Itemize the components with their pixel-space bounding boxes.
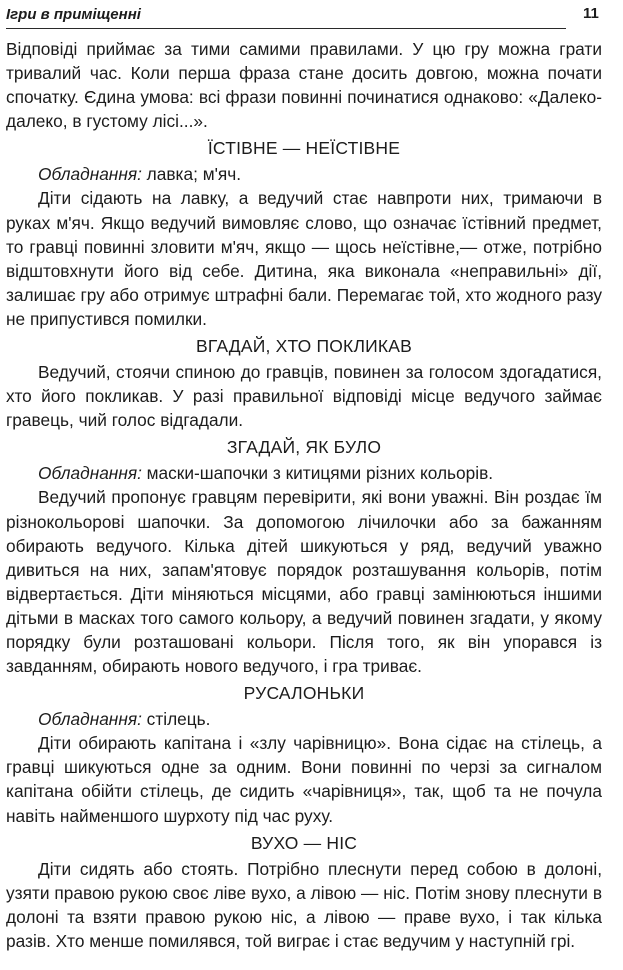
intro-paragraph: Відповіді приймає за тими самими правилами. У цю гру можна грати тривалий час. Коли перша фраза стане досить довгою, можна почати спочатку. Єдина умова: всі фрази повинні починатися однаково: «Далеко-далеко, в густому лісі...». <box>6 39 602 132</box>
section-title: ЇСТІВНЕ — НЕЇСТІВНЕ <box>207 138 401 159</box>
equipment-label: Обладнання: <box>38 463 142 484</box>
section-title: ВГАДАЙ, ХТО ПОКЛИКАВ <box>195 336 413 357</box>
section-title: РУСАЛОНЬКИ <box>243 683 365 704</box>
body-text <box>6 37 602 953</box>
equipment-line <box>6 461 602 485</box>
equipment-line <box>6 162 602 186</box>
equipment-text: стілець. <box>141 709 211 730</box>
running-header <box>6 4 566 29</box>
section-title: ВУХО — НІС <box>250 832 358 853</box>
section-paragraph: Діти сидять або стоять. Потрібно плеснути перед собою в долоні, узяти правою рукою своє ліве вухо, а лівою — ніс. Потім знову плеснути в долоні та взяти правою рукою ніс, а лівою — праве вухо, і так кілька разів. Хто менше помилявся, той виграє і стає ведучим у наступній грі. <box>6 858 602 951</box>
equipment-line <box>6 707 602 731</box>
section-paragraph: Діти сідають на лавку, а ведучий стає навпроти них, тримаючи в руках м'яч. Якщо ведучий вимовляє слово, що означає їстівний предмет, то гравці повинні зловити м'яч, якщо — щось неїстівне,— отже, потрібно відштовхнути його від себе. Дитина, яка виконала «неправильні» дії, залишає гру або отримує штрафні бали. Перемагає той, хто жодного разу не припустився помилки. <box>6 188 602 329</box>
page-number: 11 <box>583 5 599 22</box>
section-paragraph: Діти обирають капітана і «злу чарівницю». Вона сідає на стілець, а гравці шикуються одне за одним. Вони повинні по черзі за сигналом капітана обійти стілець, де сидить «чарівниця», так, щоб та не почула навіть найменшого шурхоту під час руху. <box>6 733 602 826</box>
section-title: ЗГАДАЙ, ЯК БУЛО <box>226 437 382 458</box>
section-paragraph: Ведучий пропонує гравцям перевірити, які вони уважні. Він роздає їм різнокольорові шапочки. За допомогою лічилочки або за бажанням обирають ведучого. Кілька дітей шикуються у ряд, ведучий уважно дивиться на них, запам'ятовує порядок розташування кольорів, потім відвертається. Діти міняються місцями, або гравці замінюються іншими дітьми в масках того самого кольору, а ведучий повинен згадати, у якому порядку були розташовані кольори. Після того, як він упорався із завданням, обирають нового ведучого, і гра триває. <box>6 487 602 677</box>
equipment-text: лавка; м'яч. <box>141 164 242 185</box>
equipment-text: маски-шапочки з китицями різних кольорів. <box>141 463 494 484</box>
equipment-label: Обладнання: <box>38 164 142 185</box>
section-paragraph: Ведучий, стоячи спиною до гравців, повинен за голосом здогадатися, хто його покликав. У разі правильної відповіді місце ведучого займає гравець, чий голос відгадали. <box>6 362 602 431</box>
running-title: Ігри в приміщенні <box>6 6 141 23</box>
equipment-label: Обладнання: <box>38 709 142 730</box>
